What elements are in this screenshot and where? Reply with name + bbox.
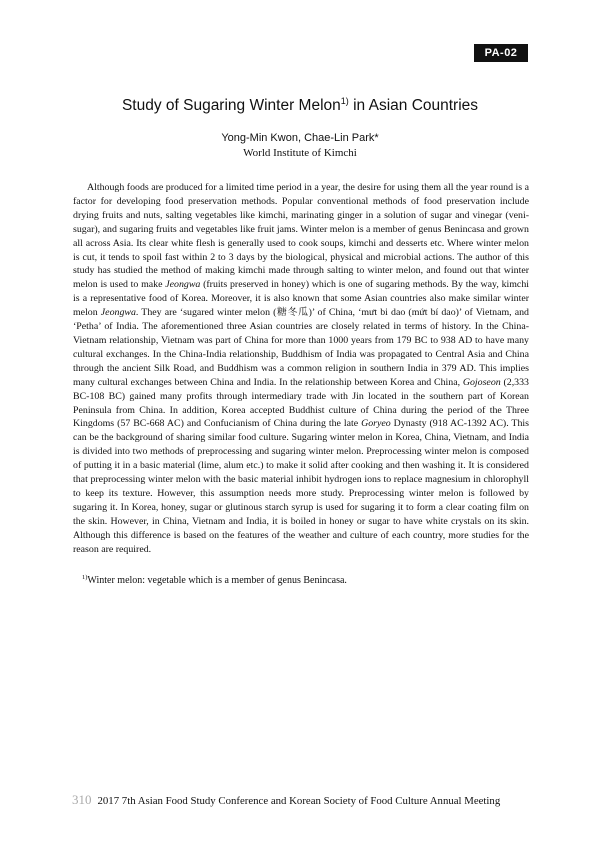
title-text: Study of Sugaring Winter Melon xyxy=(121,97,341,114)
page-number: 310 xyxy=(72,792,92,807)
title-footnote-mark: 1) xyxy=(340,96,349,106)
abstract-italic-term: Jeongwa xyxy=(165,279,201,291)
abstract-italic-term: Goryeo xyxy=(361,418,391,430)
footnote xyxy=(82,574,522,586)
authors: Yong-Min Kwon, Chae-Lin Park* xyxy=(221,132,379,144)
abstract-text-run: (2,333 BC-108 BC) gained many profits through intermediary trade with Jin located in the southern part of Korean Peninsula from China. In addition, Korea accepted Buddhist culture of China during the period of the Three Kingdoms (57 BC-668 AC) and Confucianism of China during the late xyxy=(73,376,529,430)
footnote-text: Winter melon: vegetable which is a member of genus Benincasa. xyxy=(87,575,347,586)
paper-title xyxy=(0,96,600,115)
abstract-italic-term: Gojoseon xyxy=(462,376,501,388)
page-footer xyxy=(72,792,532,808)
abstract-text-run: (fruits preserved in honey) which is one of sugaring methods. By the way, kimchi is a representative food of Korea. Moreover, it is also known that some Asian countries also make similar winter melon xyxy=(73,279,530,319)
abstract-text-run: Dynasty (918 AC-1392 AC). This can be the background of sharing similar food culture. Sugaring winter melon in Korea, China, Vietnam, and India is divided into two methods of preprocessing and sugaring winter melon. Preprocessing winter melon is composed of putting it in a basic material (lime, alum etc.) to make it solid after cooking and then washing it. It is considered that preprocessing winter melon with the basic material inhibit hydrogen ions to replace magnesium in chlorophyll to keep its texture. However, this assumption needs more study. Preprocessing winter melon is followed by sugaring it. In Korea, honey, sugar or glutinous starch syrup is used for sugaring it to form a clear coating film on the skin. However, in China, Vietnam and India, it is boiled in honey or sugar to have white crystals on its skin. Although this difference is based on the features of the weather and culture of each country, more studies for the reason are required. xyxy=(73,418,529,555)
session-badge: PA-02 xyxy=(474,44,528,62)
affiliation: World Institute of Kimchi xyxy=(243,147,357,159)
title-suffix: in Asian Countries xyxy=(348,97,479,114)
footnote-mark: 1) xyxy=(82,574,88,581)
abstract-body xyxy=(73,181,529,556)
abstract-italic-term: Jeongwa xyxy=(100,307,136,319)
footer-text: 2017 7th Asian Food Study Conference and Korean Society of Food Culture Annual Meeting xyxy=(97,795,501,807)
abstract-text-run: Although foods are produced for a limited time period in a year, the desire for using them all the year round is a factor for developing food preservation methods. Popular conventional methods of food preservation include drying fruits and nuts, salting vegetables like kimchi, marinating ginger in a solution of sugar and vinegar (veni-sugar), and sugaring fruits and vegetables like fruit jams. Winter melon is a member of genus Benincasa and grown all across Asia. Its clear white flesh is generally used to cook soups, kimchi and desserts etc. Where winter melon is cut, it tends to spoil fast within 2 to 3 days by the biological, physical and microbial actions. The author of this study has studied the method of making kimchi made through salting to winter melon, and found out that winter melon is used to make xyxy=(73,182,529,291)
abstract-text-run: . They are ‘sugared winter melon (糖冬瓜)’ of China, ‘mưt bi dao (mứt bí dao)’ of Vietnam, and ‘Petha’ of India. The aforementioned three Asian countries are closely related in terms of history. In the China-Vietnam relationship, Vietnam was part of China for more than 1000 years from 179 BC to 938 AD to have many cultural exchanges. In the China-India relationship, Buddhism of India was propagated to Central Asia and China through the ancient Silk Road, and Buddhism was a common religion in southern India in 379 AD. This implies many cultural exchanges between China and India. In the relationship between Korea and China, xyxy=(73,307,529,388)
